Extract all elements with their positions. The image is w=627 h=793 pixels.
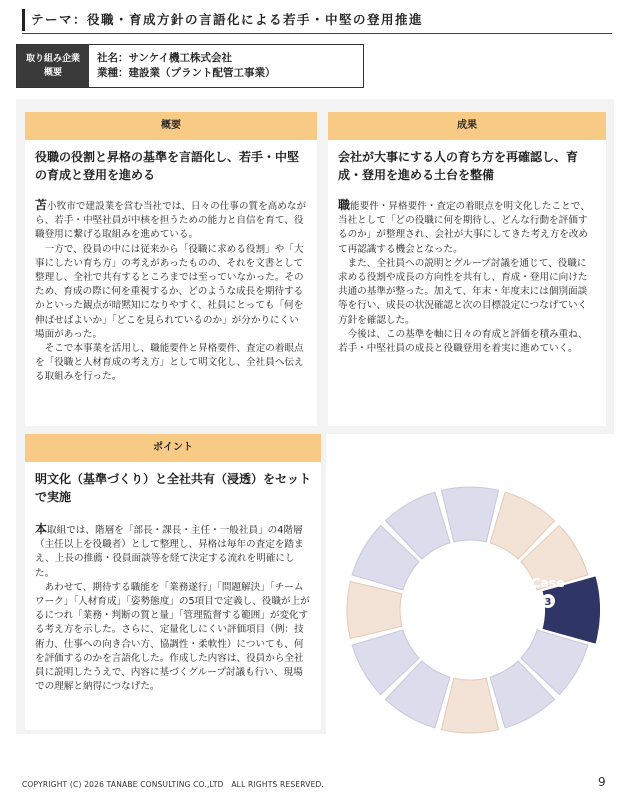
overview-header: 概要	[25, 112, 317, 140]
point-dropcap: 本	[35, 522, 48, 536]
result-header: 成果	[328, 112, 606, 140]
theme-header	[22, 9, 612, 31]
wheel-segment	[347, 581, 402, 638]
company-label: 取り組み企業 概要	[17, 45, 89, 87]
footer-copyright: COPYRIGHT (C) 2026 TANABE CONSULTING CO.,LTD ALL RIGHTS RESERVED.	[22, 780, 325, 789]
theme-title: テーマ：役職・育成方針の言語化による若手・中堅の登用推進	[31, 12, 424, 27]
theme-divider	[22, 33, 612, 34]
point-panel	[25, 434, 321, 730]
point-title: 明文化（基準づくり）と全社共有（浸透）をセットで実施	[35, 472, 312, 504]
overview-title: 役職の役割と昇格の基準を言語化し、若手・中堅の育成と登用を進める	[35, 150, 300, 182]
overview-body: 苫小牧市で建設業を営む当社では、日々の仕事の質を高めながら、若手・中堅社員が中核を担うための能力と自信を育て、役職登用に繋げる取組みを進めている。 一方で、役員の中には従来から「役職に求める役割」や「大事にしたい育ち方」の考えがあったものの、それを文書として整理し、全社で共有するところまでは至っていなかった。そのため、育成の際に何を重視するか、どのような成長を期待するかといった観点が暗黙知になりやすく、社員にとっても「何を伸ばせばよいか」「どこを見られているのか」が分かりにくい場面があった。 そこで本事業を活用し、職能要件と昇格要件、査定の着眼点を「役職と人材育成の考え方」として明文化し、全社員へ伝える取組みを行った。	[35, 198, 307, 383]
overview-dropcap: 苫	[35, 198, 48, 212]
result-panel	[328, 112, 606, 426]
company-industry: 業種：建設業（プラント配管工事業）	[97, 67, 276, 79]
point-body: 本取組では、階層を「部長・課長・主任・一般社員」の4階層（主任以上を役職者）として整理し、昇格は毎年の査定を踏まえ、上長の推薦・役員面談等を経て決定する流れを明確にした。 あわせて、期待する職能を「業務遂行」「問題解決」「チームワーク」「人材育成」「姿勢態度」の5項目で定義し、役職が上がるにつれ「業務・判断の質と量」「管理監督する範囲」が変化する考え方を示した。さらに、定量化しにくい評価項目（例：技術力、仕事への向き合い方、協調性・柔軟性）についても、何を評価するのかを言語化した。作成した内容は、役員から全社員に説明したうえで、内容に基づくグループ討議も行い、現場での理解と納得につなげた。	[35, 522, 310, 693]
result-dropcap: 職	[338, 198, 351, 212]
wheel-segment	[441, 487, 498, 542]
company-name: 社名：サンケイ機工株式会社	[97, 52, 233, 64]
case-wheel	[340, 480, 600, 760]
company-info	[89, 45, 284, 87]
page-number: 9	[598, 775, 606, 789]
company-box	[16, 44, 364, 88]
point-header: ポイント	[25, 434, 321, 462]
wheel-segment	[441, 678, 498, 733]
overview-panel	[25, 112, 317, 426]
result-title: 会社が大事にする人の育ち方を再確認し、育成・登用を進める土台を整備	[338, 150, 579, 182]
result-body: 職能要件・昇格要件・査定の着眼点を明文化したことで、当社として「どの役職に何を期待し、どんな行動を評価するのか」が整理され、会社が大事にしてきた考え方を改めて再認識する機会となった。 また、全社員への説明とグループ討議を通じて、役職に求める役割や成長の方向性を共有し、育成・登用に向けた共通の基準が整った。加えて、年末・年度末には個別面談等を行い、成長の状況確認と次の目標設定につなげていく方針を確認した。 今後は、この基準を軸に日々の育成と評価を積み重ね、若手・中堅社員の成長と役職登用を着実に進めていく。	[338, 198, 590, 355]
case-number: 3	[544, 597, 552, 608]
case-label: Case	[531, 575, 565, 590]
